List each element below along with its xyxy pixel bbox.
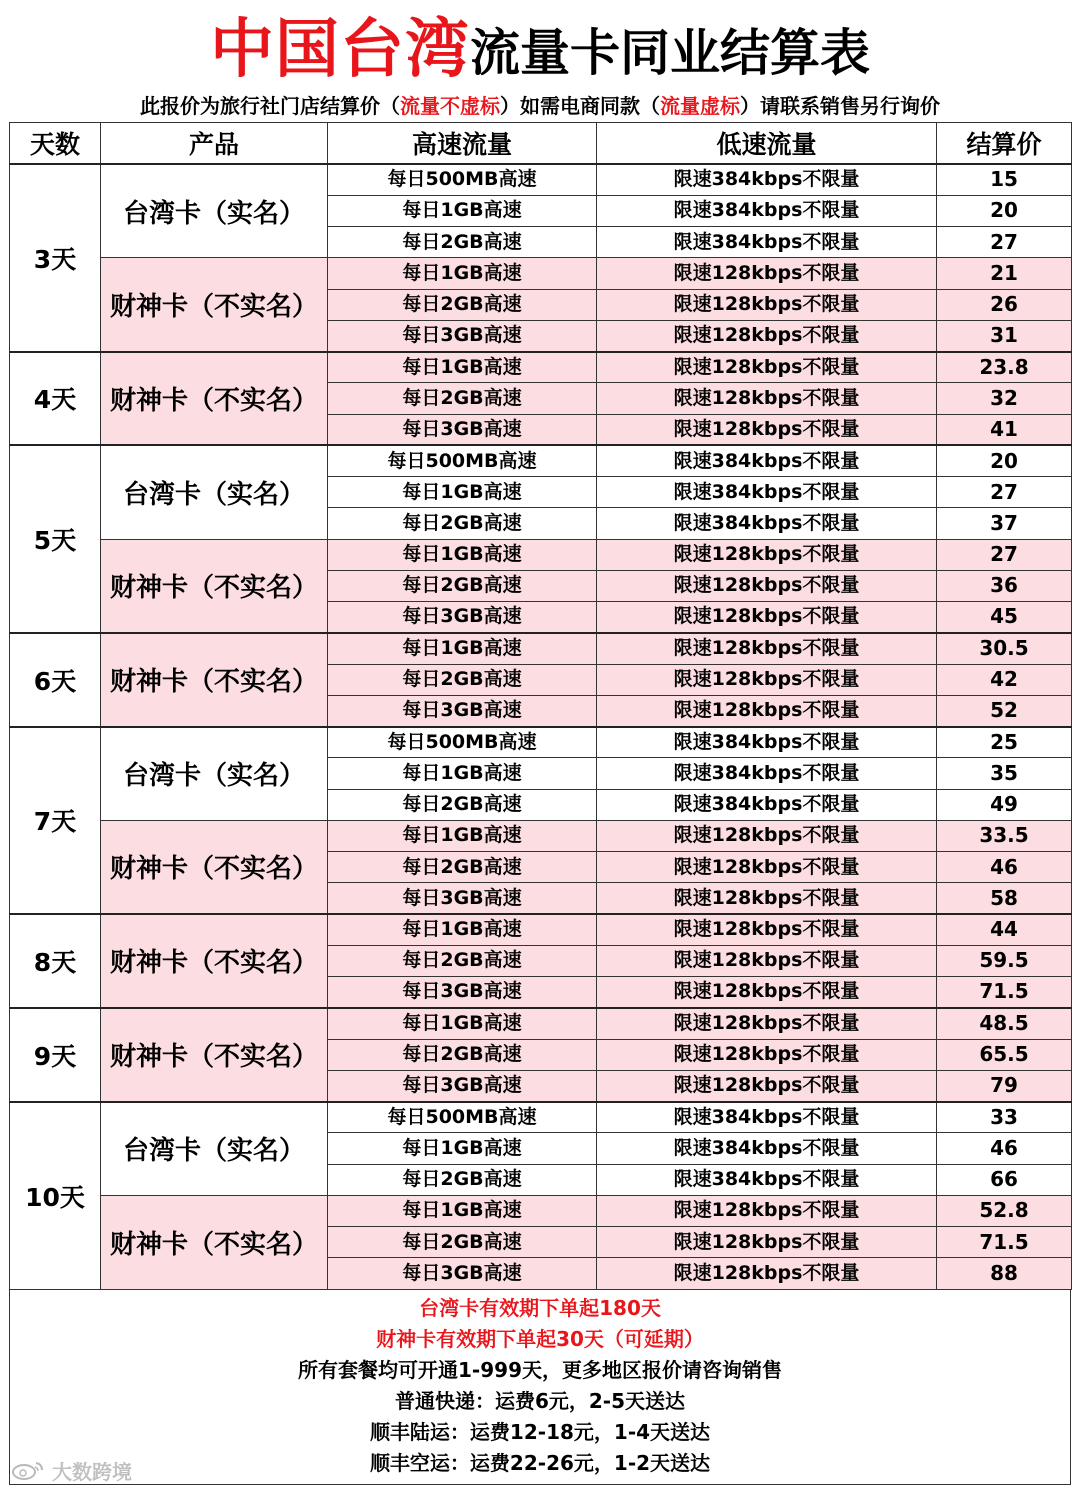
footer-notes — [9, 1289, 1071, 1485]
high-speed-cell: 每日3GB高速 — [328, 602, 597, 633]
table-row — [10, 445, 1072, 476]
price-cell: 31 — [937, 320, 1072, 351]
table-row — [10, 352, 1072, 383]
watermark-text: 大数跨境 — [52, 1459, 132, 1484]
price-cell: 35 — [937, 758, 1072, 789]
header-days: 天数 — [10, 123, 101, 165]
price-cell: 26 — [937, 289, 1072, 320]
high-speed-cell: 每日2GB高速 — [328, 1039, 597, 1070]
price-cell: 49 — [937, 789, 1072, 820]
low-speed-cell: 限速128kbps不限量 — [597, 414, 937, 445]
day-cell: 7天 — [10, 727, 101, 915]
price-cell: 33 — [937, 1102, 1072, 1133]
day-cell: 4天 — [10, 352, 101, 446]
high-speed-cell: 每日2GB高速 — [328, 570, 597, 601]
high-speed-cell: 每日2GB高速 — [328, 227, 597, 258]
price-cell: 27 — [937, 477, 1072, 508]
low-speed-cell: 限速128kbps不限量 — [597, 695, 937, 726]
low-speed-cell: 限速384kbps不限量 — [597, 1133, 937, 1164]
high-speed-cell: 每日1GB高速 — [328, 758, 597, 789]
day-cell: 10天 — [10, 1102, 101, 1290]
price-cell: 21 — [937, 258, 1072, 289]
high-speed-cell: 每日2GB高速 — [328, 508, 597, 539]
header-high-speed: 高速流量 — [328, 123, 597, 165]
product-cell: 财神卡（不实名） — [101, 633, 328, 727]
low-speed-cell: 限速128kbps不限量 — [597, 852, 937, 883]
high-speed-cell: 每日2GB高速 — [328, 789, 597, 820]
high-speed-cell: 每日1GB高速 — [328, 352, 597, 383]
high-speed-cell: 每日1GB高速 — [328, 820, 597, 851]
high-speed-cell: 每日1GB高速 — [328, 195, 597, 226]
low-speed-cell: 限速384kbps不限量 — [597, 195, 937, 226]
price-cell: 46 — [937, 1133, 1072, 1164]
high-speed-cell: 每日1GB高速 — [328, 1195, 597, 1226]
price-cell: 20 — [937, 195, 1072, 226]
high-speed-cell: 每日500MB高速 — [328, 1102, 597, 1133]
table-row — [10, 1102, 1072, 1133]
low-speed-cell: 限速384kbps不限量 — [597, 227, 937, 258]
price-cell: 37 — [937, 508, 1072, 539]
price-cell: 15 — [937, 164, 1072, 195]
product-cell: 财神卡（不实名） — [101, 820, 328, 914]
low-speed-cell: 限速128kbps不限量 — [597, 1195, 937, 1226]
table-row — [10, 539, 1072, 570]
product-cell: 财神卡（不实名） — [101, 1008, 328, 1102]
subtitle-highlight-2: 流量虚标 — [660, 94, 740, 118]
low-speed-cell: 限速384kbps不限量 — [597, 508, 937, 539]
day-cell: 6天 — [10, 633, 101, 727]
table-row — [10, 164, 1072, 195]
high-speed-cell: 每日2GB高速 — [328, 664, 597, 695]
price-cell: 65.5 — [937, 1039, 1072, 1070]
page-title — [0, 8, 1080, 90]
high-speed-cell: 每日1GB高速 — [328, 914, 597, 945]
low-speed-cell: 限速128kbps不限量 — [597, 602, 937, 633]
high-speed-cell: 每日3GB高速 — [328, 1070, 597, 1101]
table-row — [10, 1195, 1072, 1226]
day-cell: 9天 — [10, 1008, 101, 1102]
price-cell: 42 — [937, 664, 1072, 695]
price-cell: 52 — [937, 695, 1072, 726]
weibo-logo-icon — [10, 1459, 46, 1481]
price-cell: 48.5 — [937, 1008, 1072, 1039]
product-cell: 财神卡（不实名） — [101, 258, 328, 352]
high-speed-cell: 每日2GB高速 — [328, 1164, 597, 1195]
low-speed-cell: 限速128kbps不限量 — [597, 664, 937, 695]
low-speed-cell: 限速128kbps不限量 — [597, 289, 937, 320]
high-speed-cell: 每日3GB高速 — [328, 695, 597, 726]
low-speed-cell: 限速128kbps不限量 — [597, 883, 937, 914]
footer-line: 顺丰空运：运费22-26元，1-2天送达 — [369, 1451, 711, 1475]
footer-line: 财神卡有效期下单起30天（可延期） — [376, 1327, 704, 1351]
price-cell: 58 — [937, 883, 1072, 914]
footer-line: 普通快递：运费6元，2-5天送达 — [394, 1389, 686, 1413]
table-row — [10, 1008, 1072, 1039]
table-row — [10, 820, 1072, 851]
low-speed-cell: 限速128kbps不限量 — [597, 1227, 937, 1258]
low-speed-cell: 限速128kbps不限量 — [597, 539, 937, 570]
subtitle-highlight-1: 流量不虚标 — [400, 94, 500, 118]
high-speed-cell: 每日3GB高速 — [328, 883, 597, 914]
high-speed-cell: 每日3GB高速 — [328, 977, 597, 1008]
low-speed-cell: 限速384kbps不限量 — [597, 1164, 937, 1195]
low-speed-cell: 限速384kbps不限量 — [597, 477, 937, 508]
low-speed-cell: 限速128kbps不限量 — [597, 633, 937, 664]
low-speed-cell: 限速384kbps不限量 — [597, 445, 937, 476]
low-speed-cell: 限速128kbps不限量 — [597, 1258, 937, 1289]
product-cell: 财神卡（不实名） — [101, 352, 328, 446]
high-speed-cell: 每日1GB高速 — [328, 1133, 597, 1164]
footer-line: 台湾卡有效期下单起180天 — [419, 1296, 661, 1320]
subtitle-text-2: ）如需电商同款（ — [500, 94, 660, 118]
price-cell: 30.5 — [937, 633, 1072, 664]
low-speed-cell: 限速384kbps不限量 — [597, 1102, 937, 1133]
header-low-speed: 低速流量 — [597, 123, 937, 165]
day-cell: 3天 — [10, 164, 101, 352]
price-cell: 44 — [937, 914, 1072, 945]
table-body — [10, 164, 1072, 1289]
high-speed-cell: 每日2GB高速 — [328, 1227, 597, 1258]
table-row — [10, 258, 1072, 289]
price-cell: 66 — [937, 1164, 1072, 1195]
low-speed-cell: 限速384kbps不限量 — [597, 164, 937, 195]
table-row — [10, 914, 1072, 945]
price-cell: 52.8 — [937, 1195, 1072, 1226]
low-speed-cell: 限速128kbps不限量 — [597, 945, 937, 976]
low-speed-cell: 限速384kbps不限量 — [597, 727, 937, 758]
low-speed-cell: 限速128kbps不限量 — [597, 352, 937, 383]
footer-line: 顺丰陆运：运费12-18元，1-4天送达 — [369, 1420, 711, 1444]
table-row — [10, 727, 1072, 758]
table-row — [10, 633, 1072, 664]
product-cell: 台湾卡（实名） — [101, 164, 328, 258]
high-speed-cell: 每日1GB高速 — [328, 633, 597, 664]
high-speed-cell: 每日3GB高速 — [328, 1258, 597, 1289]
price-cell: 71.5 — [937, 977, 1072, 1008]
high-speed-cell: 每日3GB高速 — [328, 320, 597, 351]
low-speed-cell: 限速384kbps不限量 — [597, 758, 937, 789]
high-speed-cell: 每日500MB高速 — [328, 164, 597, 195]
low-speed-cell: 限速128kbps不限量 — [597, 1070, 937, 1101]
high-speed-cell: 每日1GB高速 — [328, 1008, 597, 1039]
low-speed-cell: 限速384kbps不限量 — [597, 789, 937, 820]
price-cell: 79 — [937, 1070, 1072, 1101]
price-cell: 27 — [937, 227, 1072, 258]
header-product: 产品 — [101, 123, 328, 165]
high-speed-cell: 每日2GB高速 — [328, 289, 597, 320]
price-cell: 25 — [937, 727, 1072, 758]
price-cell: 41 — [937, 414, 1072, 445]
watermark — [10, 1456, 132, 1484]
low-speed-cell: 限速128kbps不限量 — [597, 320, 937, 351]
price-cell: 36 — [937, 570, 1072, 601]
table-header-row — [10, 123, 1072, 165]
low-speed-cell: 限速128kbps不限量 — [597, 1008, 937, 1039]
title-red-part: 中国台湾 — [210, 13, 470, 87]
header-price: 结算价 — [937, 123, 1072, 165]
price-cell: 23.8 — [937, 352, 1072, 383]
price-table — [9, 122, 1072, 1290]
high-speed-cell: 每日1GB高速 — [328, 477, 597, 508]
product-cell: 财神卡（不实名） — [101, 914, 328, 1008]
footer-line: 所有套餐均可开通1-999天，更多地区报价请咨询销售 — [298, 1358, 782, 1382]
price-cell: 32 — [937, 383, 1072, 414]
low-speed-cell: 限速128kbps不限量 — [597, 258, 937, 289]
day-cell: 8天 — [10, 914, 101, 1008]
high-speed-cell: 每日2GB高速 — [328, 852, 597, 883]
subtitle-text-3: ）请联系销售另行询价 — [740, 94, 940, 118]
price-cell: 27 — [937, 539, 1072, 570]
subtitle — [0, 92, 1080, 120]
low-speed-cell: 限速128kbps不限量 — [597, 383, 937, 414]
price-cell: 71.5 — [937, 1227, 1072, 1258]
high-speed-cell: 每日2GB高速 — [328, 945, 597, 976]
low-speed-cell: 限速128kbps不限量 — [597, 914, 937, 945]
low-speed-cell: 限速128kbps不限量 — [597, 1039, 937, 1070]
price-cell: 45 — [937, 602, 1072, 633]
high-speed-cell: 每日1GB高速 — [328, 539, 597, 570]
price-cell: 46 — [937, 852, 1072, 883]
product-cell: 财神卡（不实名） — [101, 1195, 328, 1289]
high-speed-cell: 每日500MB高速 — [328, 727, 597, 758]
price-cell: 88 — [937, 1258, 1072, 1289]
product-cell: 台湾卡（实名） — [101, 445, 328, 539]
high-speed-cell: 每日2GB高速 — [328, 383, 597, 414]
price-cell: 33.5 — [937, 820, 1072, 851]
low-speed-cell: 限速128kbps不限量 — [597, 820, 937, 851]
product-cell: 台湾卡（实名） — [101, 727, 328, 821]
product-cell: 财神卡（不实名） — [101, 539, 328, 633]
high-speed-cell: 每日500MB高速 — [328, 445, 597, 476]
price-cell: 20 — [937, 445, 1072, 476]
high-speed-cell: 每日1GB高速 — [328, 258, 597, 289]
high-speed-cell: 每日3GB高速 — [328, 414, 597, 445]
product-cell: 台湾卡（实名） — [101, 1102, 328, 1196]
price-cell: 59.5 — [937, 945, 1072, 976]
low-speed-cell: 限速128kbps不限量 — [597, 570, 937, 601]
day-cell: 5天 — [10, 445, 101, 633]
title-black-part: 流量卡同业结算表 — [470, 24, 870, 82]
subtitle-text-1: 此报价为旅行社门店结算价（ — [140, 94, 400, 118]
low-speed-cell: 限速128kbps不限量 — [597, 977, 937, 1008]
